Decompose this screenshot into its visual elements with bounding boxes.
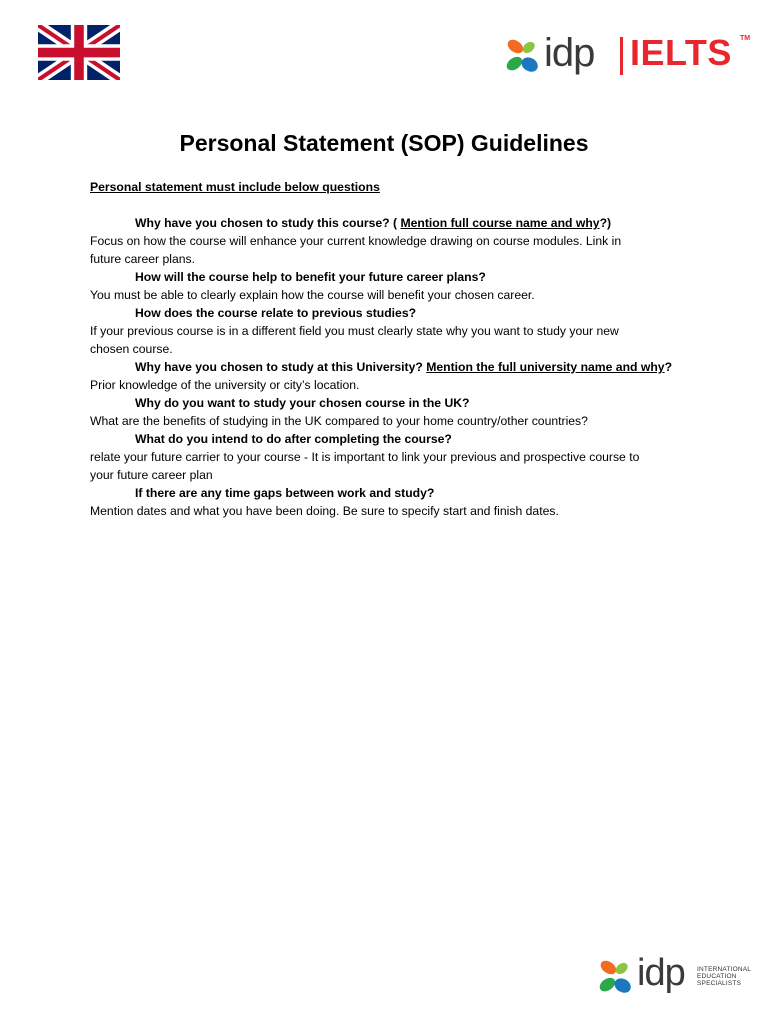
page-title: Personal Statement (SOP) Guidelines bbox=[179, 130, 589, 156]
ielts-wordmark: IELTS bbox=[630, 32, 732, 73]
idp-petals-icon bbox=[597, 956, 635, 998]
intro-heading: Personal statement must include below questions bbox=[90, 180, 380, 194]
question-text: If there are any time gaps between work and study? bbox=[135, 486, 435, 500]
question-text: Why have you chosen to study at this University? bbox=[135, 360, 427, 374]
question-emphasis: Mention full course name and why bbox=[400, 216, 600, 230]
tagline-line: INTERNATIONAL bbox=[697, 966, 752, 973]
question bbox=[90, 430, 690, 448]
question-text: Why have you chosen to study this course? ( bbox=[135, 216, 401, 230]
answer-line: Mention dates and what you have been doing. Be sure to specify start and finish dates. bbox=[90, 504, 559, 518]
answer-line: What are the benefits of studying in the UK compared to your home country/other countries? bbox=[90, 414, 588, 428]
question-text: ?) bbox=[599, 216, 612, 230]
answer-line: chosen course. bbox=[90, 342, 173, 356]
question-emphasis: Mention the full university name and why bbox=[426, 360, 665, 374]
question bbox=[90, 304, 690, 322]
answer-line: your future career plan bbox=[90, 468, 213, 482]
idp-wordmark: idp bbox=[637, 952, 685, 994]
idp-tagline bbox=[697, 966, 751, 987]
trademark-mark: TM bbox=[740, 35, 751, 42]
logo-separator bbox=[620, 37, 623, 75]
idp-ielts-logo bbox=[504, 31, 751, 81]
answer-line: future career plans. bbox=[90, 252, 196, 266]
answer-line: relate your future carrier to your course - It is important to link your previous and prospective course to bbox=[90, 450, 640, 464]
tagline-line: SPECIALISTS bbox=[697, 980, 742, 987]
idp-wordmark: idp bbox=[544, 31, 595, 75]
question-text: ? bbox=[664, 360, 673, 374]
question-text: How will the course help to benefit your future career plans? bbox=[135, 270, 486, 284]
answer-line: If your previous course is in a different field you must clearly state why you want to study your new bbox=[90, 324, 619, 338]
answer-line: Prior knowledge of the university or city’s location. bbox=[90, 378, 360, 392]
question bbox=[90, 484, 690, 502]
sections-list bbox=[90, 214, 690, 520]
document-body bbox=[90, 178, 690, 520]
question bbox=[90, 358, 690, 376]
question-text: What do you intend to do after completing the course? bbox=[135, 432, 452, 446]
question bbox=[90, 394, 690, 412]
question bbox=[90, 268, 690, 286]
question bbox=[90, 214, 690, 232]
tagline-line: EDUCATION bbox=[697, 973, 737, 980]
answer-line: You must be able to clearly explain how the course will benefit your chosen career. bbox=[90, 288, 535, 302]
answer-line: Focus on how the course will enhance your current knowledge drawing on course modules. Link in bbox=[90, 234, 622, 248]
question-text: How does the course relate to previous studies? bbox=[135, 306, 417, 320]
question-text: Why do you want to study your chosen course in the UK? bbox=[135, 396, 470, 410]
idp-footer-logo bbox=[597, 952, 762, 1000]
idp-petals-icon bbox=[504, 35, 542, 77]
uk-flag-icon bbox=[38, 25, 120, 80]
